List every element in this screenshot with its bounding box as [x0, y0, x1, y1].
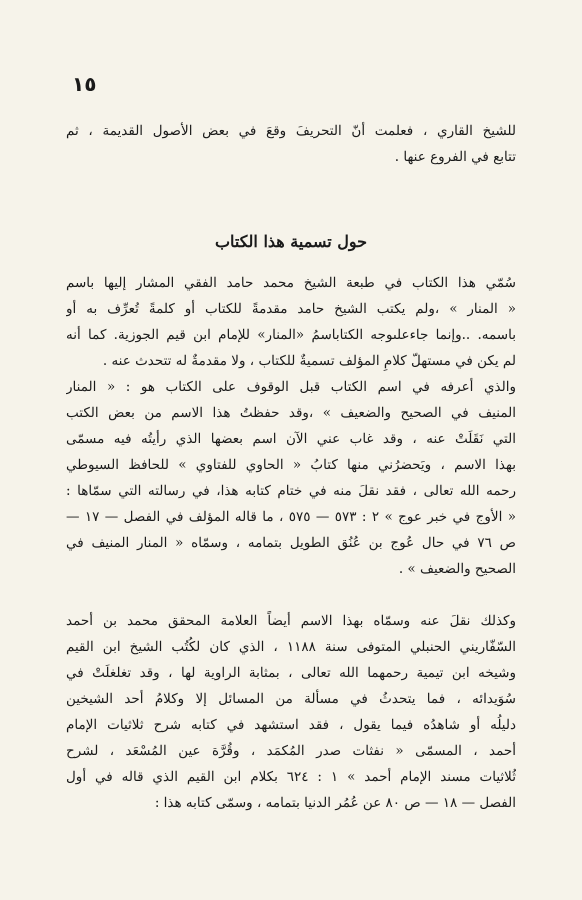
text-line: سُوَيدائه ، فما يتحدثُ في مسألة من المسائل إلا وكلامُ أحد الشيخين: [66, 691, 516, 707]
text-line: وشيخه ابن تيمية رحمهما الله تعالى ، بمثابة الراوية لها ، وقد تغلغلَتْ في: [66, 665, 516, 681]
text-line: التي نَقَلَتْ عنه ، وقد غاب عني الآن اسم بعضها الذي رأيتُه فيه مسمّى: [66, 431, 516, 447]
text-line: « الأوج في خبر عوج » ٢ : ٥٧٣ — ٥٧٥ ، ما قاله المؤلف في الفصل — ١٧ —: [66, 509, 516, 525]
paragraph-3: [66, 608, 516, 816]
paragraph-1: [66, 270, 516, 374]
text-line: ص ٧٦ في حال عُوج بن عُنُق الطويل بتمامه ، وسمّاه « المنار المنيف في: [66, 535, 516, 551]
section-heading: حول تسمية هذا الكتاب: [214, 232, 368, 251]
text-line: وكذلك نقلَ عنه وسمّاه بهذا الاسم أيضاً العلامة المحقق محمد بن أحمد: [66, 613, 516, 629]
text-line: رحمه الله تعالى ، فقد نقلَ منه في ختام كتابه هذا، في رسالته التي سمّاها :: [66, 483, 516, 499]
text-line: تتابع في الفروع عنها .: [394, 149, 516, 165]
paragraph-2: [66, 374, 516, 582]
text-line: السّفّاريني الحنبلي المتوفى سنة ١١٨٨ ، الذي كان لكُتُب الشيخ ابن القيم: [66, 639, 516, 655]
intro-paragraph: [66, 118, 516, 170]
text-line: دليلُه أو شاهدُه فيما يقول ، فقد استشهد في كتابه شرح ثلاثيات الإمام: [66, 717, 516, 733]
text-line: ثُلاثيات مسند الإمام أحمد » ١ : ٦٢٤ بكلام ابن القيم الذي قاله في أول: [66, 769, 516, 785]
page-number: ١٥: [72, 72, 97, 96]
text-line: « المنار » ،ولم يكتب الشيخ حامد مقدمةً للكتاب أو كلمةً تُعرِّف به أو: [66, 301, 516, 317]
text-line: سُمّي هذا الكتاب في طبعة الشيخ محمد حامد الفقي المشار إليها باسم: [66, 275, 516, 291]
text-line: الفصل — ١٨ — ص ٨٠ عن عُمُر الدنيا بتمامه ، وسمّى كتابه هذا :: [154, 795, 516, 811]
text-line: باسمه. ..وإنما جاءعلىوجه الكتاباسمُ «المنار» للإمام ابن قيم الجوزية. كما أنه: [66, 327, 516, 343]
text-line: لم يكن في مستهلّ كلامِ المؤلف تسميةٌ للكتاب ، ولا مقدمةٌ له تتحدث عنه .: [102, 353, 516, 369]
text-line: الصحيح والضعيف » .: [398, 561, 516, 577]
text-line: بهذا الاسم ، ويَحضرُني منها كتابُ « الحاوي للفتاوي » للحافظ السيوطي: [66, 457, 516, 473]
text-line: أحمد ، المسمّى « نفثات صدر المُكمَد ، وقُرَّة عين المُسْعَد ، لشرح: [66, 743, 516, 759]
text-line: والذي أعرفه في اسم الكتاب قبل الوقوف على الكتاب هو : « المنار: [66, 379, 516, 395]
text-line: المنيف في الصحيح والضعيف » ،وقد حفظتُ هذا الاسم من بعض الكتب: [66, 405, 516, 421]
text-line: للشيخ القاري ، فعلمت أنّ التحريفَ وقعَ في بعض الأصول القديمة ، ثم: [66, 123, 516, 139]
